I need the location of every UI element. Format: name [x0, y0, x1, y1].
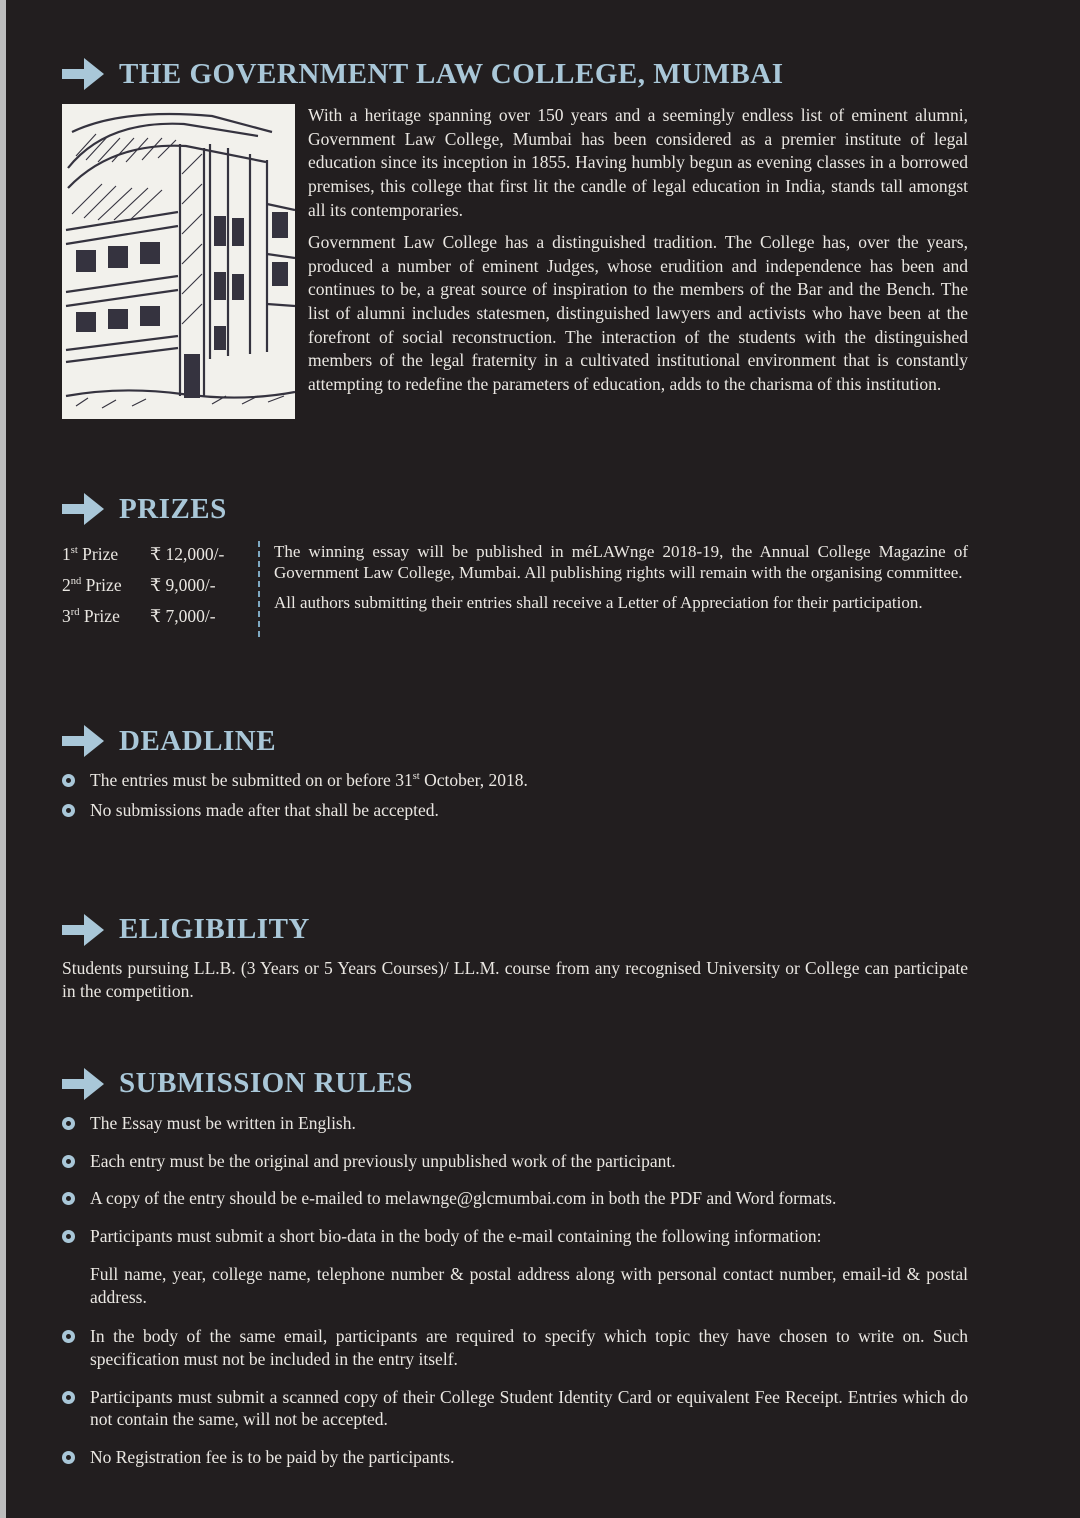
list-item: [62, 1150, 968, 1173]
circle-dot-icon: [62, 1330, 75, 1343]
college-paragraph-2: Government Law College has a distinguished tradition. The College has, over the years, produced a number of eminent Judges, whose erudition and independence has been and continues to be, a great source of inspiration to the members of the Bar and the Bench. The list of alumni includes statesmen, distinguished lawyers and activists who have been at the forefront of social reconstruction. The interaction of the students with the distinguished members of the legal fraternity in a cultivated institutional environment that is constantly attempting to redefine the parameters of education, adds to the charisma of this institution.: [308, 232, 968, 394]
prize-row-first: [62, 544, 258, 565]
section-eligibility: [62, 912, 968, 1004]
list-item: [62, 1386, 968, 1432]
section-prizes: [62, 491, 968, 637]
prize-note-publication: The winning essay will be published in méLAWnge 2018-19, the Annual College Magazine of Government Law College, Mumbai. All publishing rights will remain with the organising committee.: [274, 542, 968, 583]
arrow-right-icon: [62, 56, 104, 92]
dashed-divider: [258, 541, 260, 637]
list-item: [62, 1446, 968, 1469]
rule-text: The Essay must be written in English.: [90, 1112, 356, 1133]
arrow-right-icon: [62, 912, 104, 948]
prize-rank: 2nd Prize: [62, 575, 122, 595]
rule-text: In the body of the same email, participants are required to specify which topic they have chosen to write on. Such specification must not be included in the entry itself.: [90, 1326, 968, 1369]
rule-text: Participants must submit a short bio-data in the body of the e-mail containing the following information:: [90, 1226, 822, 1246]
college-building-sketch: [62, 104, 295, 419]
prize-rank: 3rd Prize: [62, 606, 120, 626]
list-item: [62, 1187, 968, 1210]
section-submission-rules: [62, 1066, 968, 1469]
list-item: [62, 1225, 968, 1248]
list-item: [62, 799, 968, 822]
rule-text: A copy of the entry should be e-mailed to melawnge@glcmumbai.com in both the PDF and Word formats.: [90, 1188, 837, 1209]
rule-text: Each entry must be the original and previously unpublished work of the participant.: [90, 1150, 676, 1171]
prize-notes: [274, 541, 968, 637]
eligibility-text: Students pursuing LL.B. (3 Years or 5 Years Courses)/ LL.M. course from any recognised University or College can participate in the competition.: [62, 957, 968, 1002]
section-title-submission: SUBMISSION RULES: [119, 1067, 414, 1100]
prize-amount: ₹ 12,000/-: [150, 544, 225, 564]
section-college: [62, 56, 968, 419]
rule-text: No Registration fee is to be paid by the participants.: [90, 1447, 455, 1467]
circle-dot-icon: [62, 1391, 75, 1404]
circle-dot-icon: [62, 1117, 75, 1130]
section-title-prizes: PRIZES: [119, 492, 227, 525]
biodata-detail-text: Full name, year, college name, telephone number & postal address along with personal contact number, email-id & postal address.: [90, 1263, 968, 1308]
prize-amount: ₹ 7,000/-: [150, 606, 216, 626]
section-title-deadline: DEADLINE: [119, 724, 277, 757]
deadline-item-text: The entries must be submitted on or before 31st October, 2018.: [90, 770, 528, 790]
circle-dot-icon: [62, 1230, 75, 1243]
section-title-eligibility: ELIGIBILITY: [119, 913, 310, 945]
prize-row-second: [62, 575, 258, 596]
circle-dot-icon: [62, 1451, 75, 1464]
arrow-right-icon: [62, 723, 104, 759]
deadline-list: [62, 769, 968, 822]
prize-amount: ₹ 9,000/-: [150, 575, 216, 595]
prize-note-appreciation: All authors submitting their entries shall receive a Letter of Appreciation for their participation.: [274, 593, 923, 613]
list-item: [62, 769, 968, 792]
prize-table: [62, 541, 258, 637]
list-item: [62, 1112, 968, 1135]
section-deadline: [62, 723, 968, 822]
submission-rules-list: [62, 1112, 968, 1469]
list-item: [62, 1325, 968, 1371]
prize-rank: 1st Prize: [62, 544, 119, 564]
page-edge: [0, 0, 6, 1518]
college-intro: [308, 104, 968, 419]
circle-dot-icon: [62, 804, 75, 817]
college-paragraph-1: With a heritage spanning over 150 years and a seemingly endless list of eminent alumni, Government Law College, Mumbai has been considered as a premier institute of legal education since its inception in 1855. Having humbly begun as evening classes in a borrowed premises, this college that first lit the candle of legal education in India, stands tall amongst all its contemporaries.: [308, 105, 968, 220]
arrow-right-icon: [62, 1066, 104, 1102]
prize-row-third: [62, 606, 258, 627]
rule-text: Participants must submit a scanned copy of their College Student Identity Card or equivalent Fee Receipt. Entries which do not contain the same, will not be accepted.: [90, 1386, 968, 1430]
circle-dot-icon: [62, 1155, 75, 1168]
deadline-item-text: No submissions made after that shall be accepted.: [90, 799, 439, 820]
arrow-right-icon: [62, 491, 104, 527]
circle-dot-icon: [62, 774, 75, 787]
circle-dot-icon: [62, 1192, 75, 1205]
section-title-college: THE GOVERNMENT LAW COLLEGE, MUMBAI: [119, 57, 784, 90]
